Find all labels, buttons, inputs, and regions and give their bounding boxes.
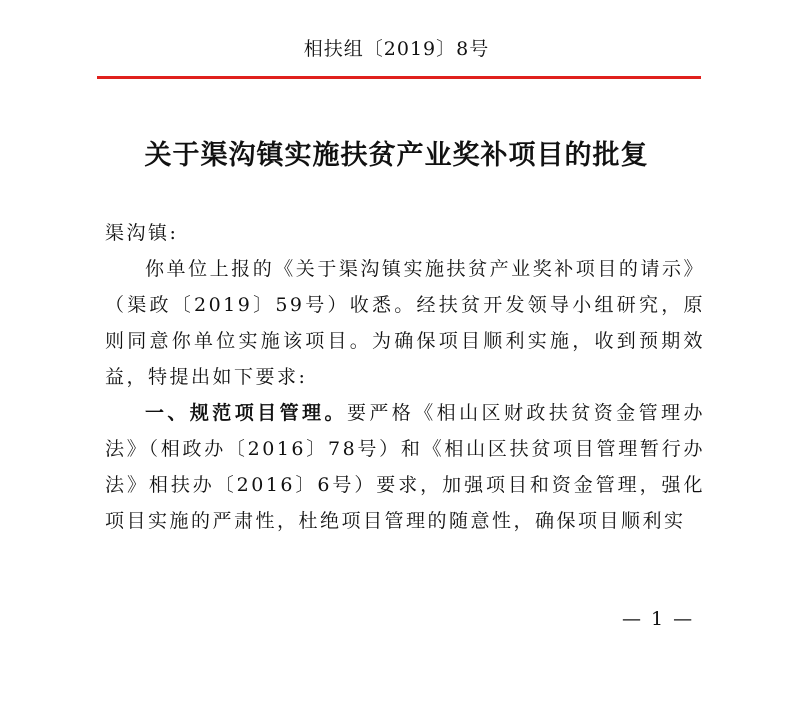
paragraph-2-text: 要严格《相山区财政扶贫资金管理办法》（相政办〔2016〕78号）和《相山区扶贫项目管理暂行办法》相扶办〔2016〕6号）要求，加强项目和资金管理，强化项目实施的严肃性，杜绝项目管理的随意性，确保项目顺利实 bbox=[105, 402, 705, 532]
document-body bbox=[105, 215, 705, 539]
paragraph-2-heading: 一、规范项目管理。 bbox=[145, 402, 347, 424]
red-header-rule bbox=[97, 76, 701, 79]
paragraph-1: 你单位上报的《关于渠沟镇实施扶贫产业奖补项目的请示》（渠政〔2019〕59号）收悉。经扶贫开发领导小组研究，原则同意你单位实施该项目。为确保项目顺利实施，收到预期效益，特提出如下要求: bbox=[105, 258, 705, 388]
salutation: 渠沟镇: bbox=[105, 222, 179, 244]
document-number: 相扶组〔2019〕8号 bbox=[303, 38, 490, 60]
paragraph-2 bbox=[105, 395, 705, 539]
document-title: 关于渠沟镇实施扶贫产业奖补项目的批复 bbox=[144, 140, 649, 171]
page-number: — 1 — bbox=[622, 608, 695, 630]
